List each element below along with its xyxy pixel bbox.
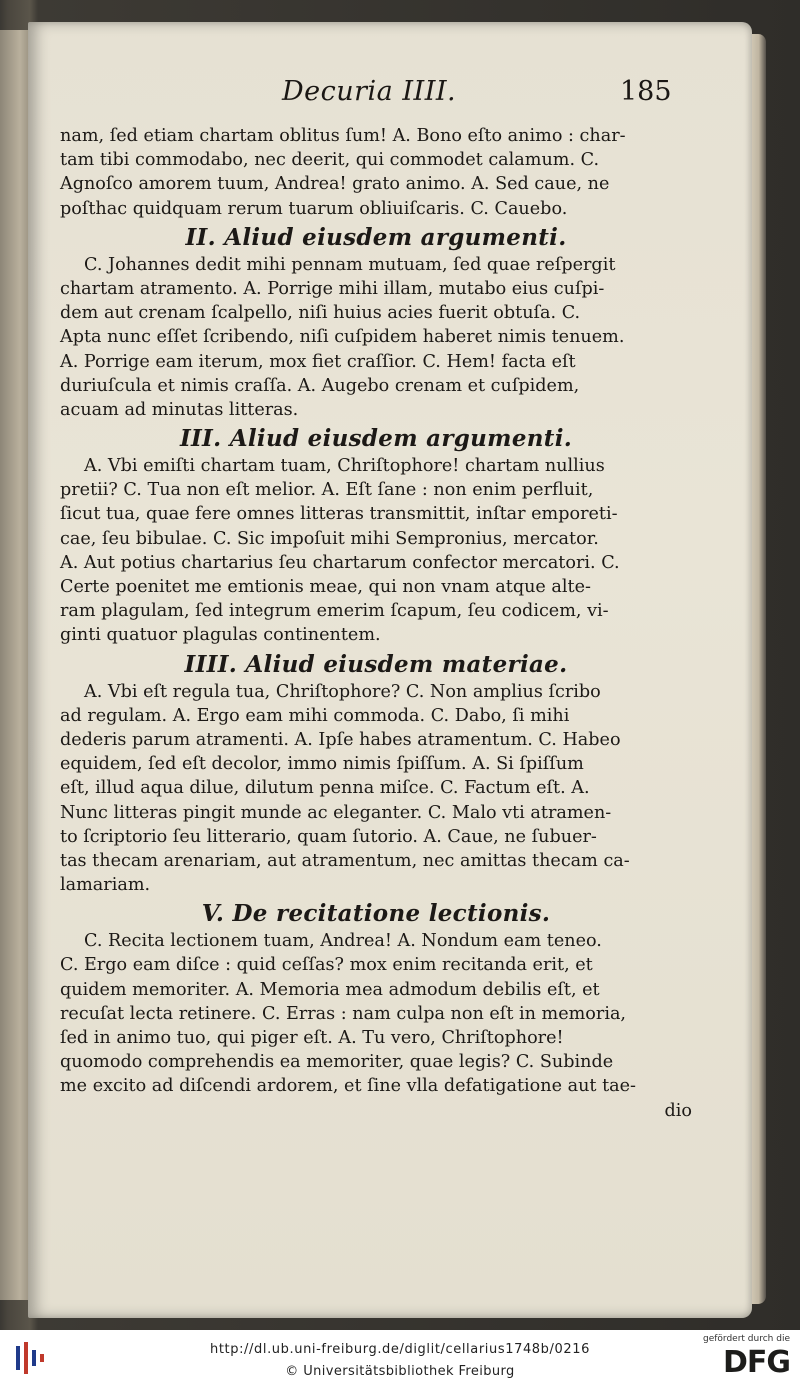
section-heading-3: III. Aliud eiusdem argumenti. bbox=[179, 425, 573, 453]
section-heading-4: IIII. Aliud eiusdem materiae. bbox=[184, 650, 568, 678]
text-line: Agnoſco amorem tuum, Andrea! grato animo. A. Sed caue, ne bbox=[60, 174, 610, 195]
text-line: A. Aut potius chartarius ſeu chartarum confector mercatori. C. bbox=[60, 552, 620, 573]
catchword: dio bbox=[664, 1100, 692, 1121]
text-line: chartam atramento. A. Porrige mihi illam, mutabo eius cuſpi- bbox=[60, 278, 605, 299]
page-text bbox=[60, 124, 692, 1123]
text-line: ad regulam. A. Ergo eam mihi commoda. C. Dabo, ſi mihi bbox=[60, 705, 570, 726]
copyright-notice: © Universitätsbibliothek Freiburg bbox=[285, 1364, 515, 1379]
text-line: tam tibi commodabo, nec deerit, qui commodet calamum. C. bbox=[60, 150, 600, 171]
permalink-url[interactable]: http://dl.ub.uni-freiburg.de/diglit/cellarius1748b/0216 bbox=[209, 1342, 590, 1357]
running-head bbox=[40, 62, 680, 110]
text-line: recuſat lecta retinere. C. Erras : nam culpa non eſt in memoria, bbox=[60, 1003, 627, 1024]
running-head-title: Decuria IIII. bbox=[282, 76, 457, 107]
page-number: 185 bbox=[620, 76, 672, 107]
text-line: pretii? C. Tua non eſt melior. A. Eſt ſane : non enim perfluit, bbox=[60, 480, 594, 501]
text-line: cae, ſeu bibulae. C. Sic impoſuit mihi Sempronius, mercator. bbox=[60, 528, 599, 549]
paragraph-3 bbox=[60, 454, 692, 648]
section-heading-5: V. De recitatione lectionis. bbox=[201, 900, 551, 928]
text-line: dederis parum atramenti. A. Ipſe habes atramentum. C. Habeo bbox=[60, 729, 621, 750]
text-line: Apta nunc eſſet ſcribendo, niſi cuſpidem haberet nimis tenuem. bbox=[60, 327, 625, 348]
text-line: eſt, illud aqua dilue, dilutum penna miſce. C. Factum eſt. A. bbox=[60, 778, 590, 799]
text-line: A. Vbi eſt regula tua, Chriſtophore? C. Non amplius ſcribo bbox=[84, 681, 601, 702]
text-line: Certe poenitet me emtionis meae, qui non vnam atque alte- bbox=[60, 577, 591, 597]
text-line: ginti quatuor plagulas continentem. bbox=[60, 625, 381, 646]
paragraph-5 bbox=[60, 929, 692, 1098]
text-line: A. Porrige eam iterum, mox fiet craſſior. C. Hem! facta eſt bbox=[60, 351, 576, 372]
text-line: tas thecam arenariam, aut atramentum, nec amittas thecam ca- bbox=[60, 850, 630, 871]
viewer-footer bbox=[0, 1330, 800, 1386]
text-line: ram plagulam, ſed integrum emerim ſcapum, ſeu codicem, vi- bbox=[60, 601, 609, 622]
text-line: quidem memoriter. A. Memoria mea admodum debilis eſt, et bbox=[60, 979, 600, 1000]
text-line: ſed in animo tuo, qui piger eſt. A. Tu vero, Chriſtophore! bbox=[60, 1028, 564, 1048]
text-line: lamariam. bbox=[60, 875, 151, 896]
text-line: acuam ad minutas litteras. bbox=[60, 399, 299, 420]
section-heading-2: II. Aliud eiusdem argumenti. bbox=[185, 223, 567, 251]
text-line: ſicut tua, quae fere omnes litteras transmittit, inſtar emporeti- bbox=[60, 504, 618, 525]
text-line: poſthac quidquam rerum tuarum obliuiſcaris. C. Cauebo. bbox=[60, 198, 568, 219]
text-line: quomodo comprehendis ea memoriter, quae legis? C. Subinde bbox=[60, 1052, 614, 1073]
text-line: A. Vbi emiſti chartam tuam, Chriſtophore! chartam nullius bbox=[84, 456, 605, 477]
paragraph-1 bbox=[60, 124, 692, 221]
text-line: to ſcriptorio ſeu litterario, quam ſutorio. A. Caue, ne ſubuer- bbox=[60, 826, 597, 847]
text-line: C. Johannes dedit mihi pennam mutuam, ſed quae reſpergit bbox=[84, 254, 616, 275]
paragraph-2 bbox=[60, 253, 692, 422]
text-line: duriuſcula et nimis craſſa. A. Augebo crenam et cuſpidem, bbox=[60, 375, 580, 396]
text-line: equidem, ſed eſt decolor, immo nimis ſpiſſum. A. Si ſpiſſum bbox=[60, 754, 584, 775]
text-line: C. Ergo eam diſce : quid ceſſas? mox enim recitanda erit, et bbox=[60, 955, 593, 976]
text-line: Nunc litteras pingit munde ac eleganter. C. Malo vti atramen- bbox=[60, 802, 612, 823]
text-line: dem aut crenam ſcalpello, niſi huius acies fuerit obtuſa. C. bbox=[60, 303, 581, 324]
funding-note: gefördert durch die bbox=[703, 1334, 790, 1344]
dfg-logo: DFG bbox=[722, 1345, 790, 1380]
text-line: nam, ſed etiam chartam oblitus ſum! A. Bono eſto animo : char- bbox=[60, 126, 626, 146]
text-line: me excito ad diſcendi ardorem, et ſine vlla defatigatione aut tae- bbox=[60, 1076, 636, 1097]
paragraph-4 bbox=[60, 680, 692, 898]
text-line: C. Recita lectionem tuam, Andrea! A. Nondum eam teneo. bbox=[84, 931, 602, 952]
